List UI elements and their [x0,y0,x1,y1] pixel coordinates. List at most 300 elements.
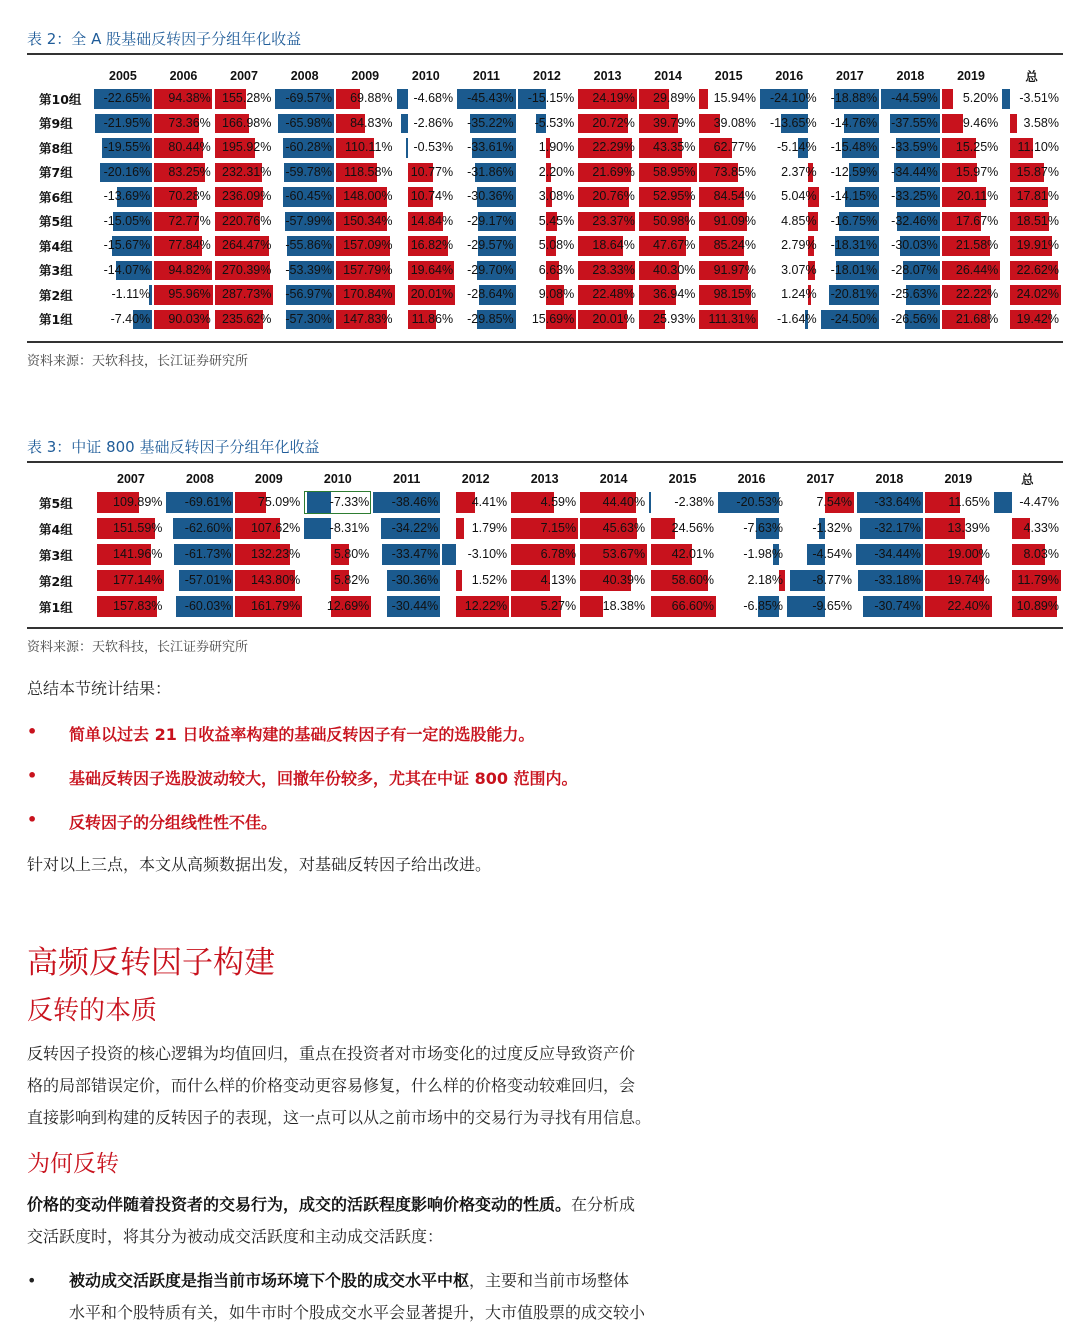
cell-value: 95.96% [168,287,211,301]
cell-value: -24.50% [830,311,878,326]
table-row [29,491,1061,514]
table-cell [881,260,940,282]
table-cell [94,260,153,282]
table-cell [397,284,456,306]
column-header: 2015 [714,69,743,83]
table-cell [760,211,819,233]
table-cell [994,595,1061,618]
row-label: 第2组 [39,287,73,303]
cell-value: 20.72% [592,115,635,130]
table-cell [94,235,153,257]
table-cell [373,517,440,540]
cell-value: -33.59% [891,140,938,154]
cell-value: 44.40% [602,495,646,509]
table-cell [336,260,395,282]
column-header: 2016 [775,69,804,83]
cell-value: -4.47% [1019,495,1059,509]
cell-value: 39.08% [713,115,756,130]
table-cell [821,235,880,257]
table-cell [942,186,1001,208]
table-cell [856,595,923,618]
cell-value: -60.03% [184,599,232,613]
table3-source: 资料来源：天软科技，长江证券研究所 [27,640,249,655]
column-header: 2008 [290,69,319,83]
table-cell [994,517,1061,540]
cell-value: 170.84% [343,287,393,301]
cell-value: 45.63% [602,521,646,535]
table-cell [215,309,274,331]
table-cell [336,211,395,233]
table-cell [649,517,716,540]
table-cell [518,162,577,184]
cell-value: 70.28% [168,189,211,203]
cell-value: 19.74% [947,573,990,587]
bullet-dot: • [27,810,38,829]
table-cell [578,211,637,233]
row-label: 第4组 [39,521,73,537]
cell-value: -30.74% [874,599,921,613]
table-cell [760,113,819,135]
row-label: 第7组 [39,165,73,181]
table-cell [580,595,647,618]
cell-value: 19.64% [410,262,454,277]
cell-value: 3.08% [538,189,575,203]
row-label: 第2组 [39,573,73,589]
table-cell [856,569,923,592]
table-cell [1002,260,1061,282]
table-cell [942,260,1001,282]
cell-value: 118.58% [344,164,393,179]
table-cell [580,543,647,566]
table-cell [215,186,274,208]
table-cell [580,569,647,592]
cell-value: 2.37% [781,164,817,179]
cell-value: 58.95% [653,164,696,179]
cell-value: -14.07% [103,262,151,277]
cell-value: 84.83% [350,115,393,130]
table-cell [699,162,758,184]
cell-value: 22.62% [1016,262,1059,277]
table-cell [94,211,153,233]
table-cell [1002,137,1061,159]
cell-value: 39.79% [653,115,696,130]
row-label: 第5组 [39,214,73,230]
column-header: 2011 [472,69,500,83]
table-cell [578,284,637,306]
summary-closing: 针对以上三点，本文从高频数据出发，对基础反转因子给出改进。 [27,855,492,874]
table-cell [942,88,1001,110]
cell-value: -60.45% [285,189,332,203]
table-cell [97,595,164,618]
table-cell [166,517,233,540]
table-cell [518,88,577,110]
table-cell [821,162,880,184]
table-cell [787,491,854,514]
table-cell [97,517,164,540]
body-bullet-1-rest: ，主要和当前市场整体 [469,1271,630,1290]
body-bullet-1-line-1 [69,1265,629,1297]
cell-value: 36.94% [653,287,696,301]
cell-value: 155.28% [222,91,272,105]
cell-value: 143.80% [250,573,301,587]
cell-value: -1.64% [776,311,817,326]
cell-value: 91.97% [713,262,756,277]
table-cell [511,543,578,566]
cell-value: 6.63% [538,262,575,277]
table-row [29,235,1061,257]
column-header: 2013 [530,472,559,486]
table-cell [578,162,637,184]
table-cell [1002,113,1061,135]
cell-value: 10.74% [410,189,454,203]
table-cell [97,491,164,514]
cell-value: 73.36% [168,115,211,130]
cell-value: 21.68% [955,311,999,326]
table-cell [275,284,334,306]
table-cell [518,211,577,233]
row-label: 第9组 [39,116,73,132]
cell-value: -37.55% [891,115,938,130]
table-cell [442,491,509,514]
cell-value: -1.98% [743,547,783,561]
table-cell [718,491,785,514]
table-cell [718,595,785,618]
table-cell [942,309,1001,331]
table-cell [235,491,302,514]
table-cell [649,543,716,566]
cell-value: 73.85% [713,164,756,179]
cell-value: -60.28% [285,140,332,154]
cell-value: 4.59% [540,495,577,509]
cell-value: -7.40% [110,311,151,326]
table2-bottom-rule [27,341,1063,343]
cell-value: 132.23% [250,547,301,561]
table-cell [881,284,940,306]
table-cell [1002,235,1061,257]
table-cell [760,162,819,184]
table-cell [154,211,213,233]
cell-value: 1.90% [538,140,575,154]
summary-intro: 总结本节统计结果： [27,679,172,698]
cell-value: 111.31% [708,311,756,326]
cell-value: 26.44% [955,262,999,277]
table-cell [578,260,637,282]
cell-value: 11.10% [1017,140,1059,154]
table-cell [457,137,516,159]
cell-value: 18.51% [1016,213,1059,228]
cell-value: 50.98% [653,213,696,228]
cell-value: -12.59% [830,164,878,179]
cell-value: 5.27% [540,599,577,613]
table-cell [1002,88,1061,110]
cell-value: -30.44% [391,599,439,613]
table-cell [235,543,302,566]
table-row [29,284,1061,306]
cell-value: -15.05% [103,213,151,228]
table-cell [942,211,1001,233]
column-header: 2015 [668,472,697,486]
cell-value: -8.31% [329,521,370,535]
table-cell [275,235,334,257]
cell-value: -26.56% [891,311,938,326]
cell-value: 21.58% [955,238,999,252]
row-label: 第4组 [39,238,73,254]
table-cell [94,113,153,135]
body-paragraph-1-line-2: 格的局部错误定价，而什么样的价格变动更容易修复，什么样的价格变动较难回归，会 [27,1076,636,1095]
cell-value: -57.99% [285,213,332,228]
table-cell [699,137,758,159]
table-cell [518,113,577,135]
cell-value: 21.69% [592,164,635,179]
cell-value: 5.20% [962,91,999,105]
cell-value: -45.43% [467,91,514,105]
cell-value: -34.44% [874,547,921,561]
cell-value: -25.63% [891,287,938,301]
table-cell [94,186,153,208]
table-cell [787,569,854,592]
body-paragraph-1-line-3: 直接影响到构建的反转因子的表现，这一点可以从之前市场中的交易行为寻找有用信息。 [27,1108,652,1127]
column-header: 2007 [230,69,258,83]
table-cell [457,211,516,233]
cell-value: -69.61% [184,495,232,509]
cell-value: -4.68% [413,91,454,105]
table2 [27,64,1063,333]
cell-value: 3.58% [1023,115,1059,130]
table-cell [397,260,456,282]
table-cell [373,595,440,618]
cell-value: 25.93% [653,311,696,326]
table-cell [336,137,395,159]
cell-value: 94.38% [168,91,211,105]
table-cell [397,88,456,110]
body-bullet-1-bold: 被动成交活跃度是指当前市场环境下个股的成交水平中枢 [69,1271,470,1290]
table-cell [925,517,992,540]
row-label: 第5组 [39,495,73,511]
cell-value: 147.83% [343,311,393,326]
table3-header-row [29,470,1061,488]
cell-value: 94.82% [168,262,211,277]
cell-value: 264.47% [222,238,272,252]
table-cell [235,569,302,592]
table-cell [994,491,1061,514]
cell-value: -33.18% [874,573,921,587]
cell-value: -56.97% [285,287,332,301]
column-header: 2009 [351,69,380,83]
table-cell [154,284,213,306]
cell-value: 53.67% [602,547,646,561]
table-cell [166,543,233,566]
table-cell [718,517,785,540]
body-paragraph-2-rest: 在分析成 [571,1195,636,1214]
cell-value: 29.89% [653,91,696,105]
table-cell [760,137,819,159]
table-cell [925,491,992,514]
cell-value: 150.34% [343,213,393,228]
table-cell [275,113,334,135]
table-cell [97,543,164,566]
cell-value: 43.35% [653,140,696,154]
table-cell [856,517,923,540]
table-cell [275,186,334,208]
table-cell [94,162,153,184]
table-cell [760,235,819,257]
table-cell [518,137,577,159]
table-cell [787,543,854,566]
cell-value: 84.54% [713,189,756,203]
cell-value: 83.25% [168,164,211,179]
cell-value: 2.79% [781,238,817,252]
cell-value: -2.86% [413,115,454,130]
table-cell [215,235,274,257]
table-cell [639,211,698,233]
table-cell [373,491,440,514]
table-cell [166,595,233,618]
cell-value: -65.98% [285,115,332,130]
cell-value: 22.22% [955,287,999,301]
cell-value: 4.33% [1023,521,1059,535]
table-cell [821,211,880,233]
table-cell [94,309,153,331]
cell-value: 24.19% [592,91,635,105]
cell-value: -62.60% [184,521,232,535]
table-cell [336,113,395,135]
table-cell [397,162,456,184]
cell-value: -53.39% [285,262,332,277]
table-cell [718,543,785,566]
table-cell [639,235,698,257]
column-header: 2009 [254,472,283,486]
table-cell [639,309,698,331]
cell-value: -4.54% [812,547,852,561]
table-cell [942,162,1001,184]
cell-value: -30.36% [467,189,514,203]
table-cell [154,309,213,331]
cell-value: 90.03% [168,311,211,326]
cell-value: 1.52% [471,573,508,587]
table-cell [442,569,509,592]
cell-value: -32.17% [874,521,921,535]
cell-value: -20.16% [103,164,151,179]
table-cell [760,88,819,110]
table-cell [942,113,1001,135]
table-cell [718,569,785,592]
cell-value: 22.40% [947,599,990,613]
cell-value: 20.01% [410,287,454,301]
cell-value: 47.67% [653,238,696,252]
cell-value: 235.62% [222,311,272,326]
body-paragraph-2-line-1 [27,1189,635,1221]
column-header: 2010 [323,472,352,486]
table-row [29,88,1061,110]
table-cell [304,569,371,592]
column-header: 2012 [533,69,561,83]
table-row [29,569,1061,592]
table-cell [336,284,395,306]
table-cell [304,517,371,540]
table-cell [578,186,637,208]
table-cell [1002,211,1061,233]
cell-value: -3.51% [1019,91,1059,105]
cell-value: 62.77% [713,140,756,154]
table-cell [457,113,516,135]
table-cell [457,235,516,257]
cell-value: 19.91% [1016,238,1059,252]
cell-value: -18.31% [830,238,878,252]
table-cell [166,569,233,592]
cell-value: 5.82% [333,573,370,587]
section-heading: 高频反转因子构建 [27,945,275,981]
cell-value: 2.18% [747,573,783,587]
cell-value: -14.15% [830,189,878,203]
cell-value: 287.73% [222,287,272,301]
table-row [29,162,1061,184]
column-header: 2018 [875,472,904,486]
cell-value: 15.25% [955,140,999,154]
cell-value: 80.44% [168,140,211,154]
table-cell [511,517,578,540]
table-cell [397,113,456,135]
cell-value: 107.62% [250,521,301,535]
table-cell [881,211,940,233]
cell-value: 24.56% [671,521,715,535]
cell-value: -7.63% [743,521,783,535]
cell-value: -30.03% [891,238,938,252]
table-cell [215,113,274,135]
cell-value: 4.41% [471,495,508,509]
table-cell [518,284,577,306]
cell-value: 72.77% [168,213,211,228]
cell-value: 77.84% [168,238,211,252]
cell-value: -34.22% [391,521,439,535]
table-cell [699,284,758,306]
column-header: 2014 [599,472,628,486]
column-header: 总 [1021,473,1034,487]
table-cell [821,113,880,135]
table-cell [821,260,880,282]
cell-value: -15.67% [103,238,151,252]
table-cell [442,517,509,540]
table-cell [397,186,456,208]
cell-value: 15.87% [1016,164,1059,179]
cell-value: 5.04% [781,189,817,203]
table-cell [578,309,637,331]
cell-value: -33.61% [467,140,514,154]
table-cell [215,211,274,233]
table-cell [578,235,637,257]
table-cell [994,569,1061,592]
cell-value: -9.65% [812,599,852,613]
table-cell [639,186,698,208]
column-header: 2005 [109,69,137,83]
cell-value: -1.11% [111,287,151,301]
cell-value: -29.57% [467,238,514,252]
table-cell [457,88,516,110]
table-cell [275,88,334,110]
table-cell [215,260,274,282]
table-row [29,211,1061,233]
table-cell [856,491,923,514]
table-cell [881,113,940,135]
cell-value: 69.88% [350,91,393,105]
cell-value: -22.65% [103,91,151,105]
cell-value: 75.09% [257,495,301,509]
cell-value: -29.85% [467,311,514,326]
table-cell [881,186,940,208]
cell-value: -14.76% [830,115,878,130]
table-cell [235,595,302,618]
header-corner [29,470,95,488]
table-cell [442,595,509,618]
